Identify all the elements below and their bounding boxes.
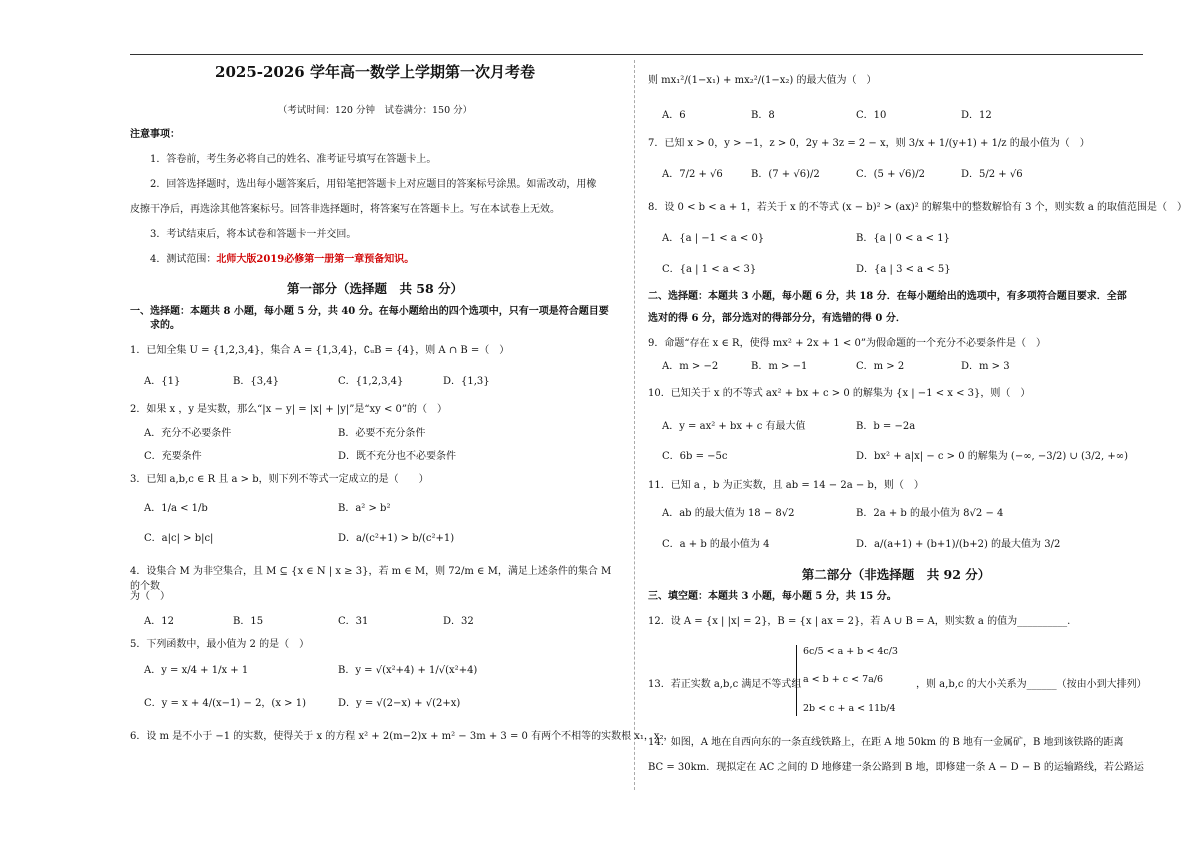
column-divider	[634, 60, 635, 790]
q5-stem: 5．下列函数中，最小值为 2 的是（ ）	[130, 639, 310, 650]
q11-option-b: B．2a + b 的最小值为 8√2 − 4	[856, 508, 1004, 519]
q10-option-b: B．b = −2a	[856, 421, 916, 432]
scope-prefix: 4．测试范围：	[150, 254, 217, 265]
q6-option-c: C．10	[856, 110, 887, 121]
section1-instructions: 一、选择题：本题共 8 小题，每小题 5 分，共 40 分。在每小题给出的四个选项中，只有一项是符合题目要	[130, 306, 609, 317]
q1-option-d: D．{1,3}	[443, 376, 490, 387]
q6-stem: 6．设 m 是不小于 −1 的实数，使得关于 x 的方程 x² + 2(m−2)x + m² − 3m + 3 = 0 有两个不相等的实数根 x₁，x₂，	[130, 731, 674, 742]
q7-option-a: A．7/2 + √6	[662, 169, 723, 180]
q6-stem-cont: 则 mx₁²/(1−x₁) + mx₂²/(1−x₂) 的最大值为（ ）	[648, 75, 877, 86]
q2-option-d: D．既不充分也不必要条件	[338, 451, 457, 462]
q8-option-c: C．{a | 1 < a < 3}	[662, 264, 757, 275]
q4-stem: 4．设集合 M 为非空集合，且 M ⊆ {x ∈ N | x ≥ 3}，若 m ∈ M，则 72/m ∈ M，满足上述条件的集合 M 的个数	[130, 566, 612, 592]
q5-option-b: B．y = √(x²+4) + 1/√(x²+4)	[338, 665, 478, 676]
q11-stem: 11．已知 a ，b 为正实数，且 ab = 14 − 2a − b，则（ ）	[648, 480, 924, 491]
q3-option-b: B．a² > b²	[338, 503, 391, 514]
q8-option-d: D．{a | 3 < a < 5}	[856, 264, 951, 275]
q2-option-a: A．充分不必要条件	[144, 428, 232, 439]
q11-option-c: C．a + b 的最小值为 4	[662, 539, 770, 550]
q4-option-d: D．32	[443, 616, 474, 627]
q2-stem: 2．如果 x ，y 是实数，那么“|x − y| = |x| + |y|”是“xy < 0”的（ ）	[130, 404, 448, 415]
section2-instructions: 二、选择题：本题共 3 小题，每小题 6 分，共 18 分．在每小题给出的选项中，有多项符合题目要求．全部	[648, 291, 1127, 302]
q13-inequality-system	[796, 645, 898, 716]
section1-instructions-cont: 求的。	[150, 320, 180, 331]
q1-option-c: C．{1,2,3,4}	[338, 376, 404, 387]
q10-stem: 10．已知关于 x 的不等式 ax² + bx + c > 0 的解集为 {x | −1 < x < 3}，则（ ）	[648, 388, 1031, 399]
q2-option-b: B．必要不充分条件	[338, 428, 426, 439]
q9-option-d: D．m > 3	[961, 361, 1010, 372]
q13-inequality-2: a < b + c < 7a/6	[803, 674, 884, 686]
q4-stem-cont: 为（ ）	[130, 591, 170, 602]
q6-option-a: A．6	[662, 110, 686, 121]
exam-subtitle: （考试时间：120 分钟 试卷满分：150 分）	[277, 105, 473, 116]
q8-stem: 8．设 0 < b < a + 1，若关于 x 的不等式 (x − b)² > (ax)² 的解集中的整数解恰有 3 个，则实数 a 的取值范围是（ ）	[648, 202, 1187, 213]
q10-option-d: D．bx² + a|x| − c > 0 的解集为 (−∞, −3/2) ∪ (3/2, +∞)	[856, 451, 1128, 462]
notice-heading: 注意事项：	[130, 129, 180, 140]
q11-option-d: D．a/(a+1) + (b+1)/(b+2) 的最大值为 3/2	[856, 539, 1061, 550]
q6-option-d: D．12	[961, 110, 992, 121]
q10-option-c: C．6b = −5c	[662, 451, 728, 462]
q4-option-a: A．12	[144, 616, 174, 627]
q12-stem: 12．设 A = {x | |x| = 2}，B = {x | ax = 2}，若 A ∪ B = A，则实数 a 的值为__________.	[648, 616, 1071, 627]
q7-stem: 7．已知 x > 0，y > −1，z > 0，2y + 3z = 2 − x，则 3/x + 1/(y+1) + 1/z 的最小值为（ ）	[648, 138, 1090, 149]
top-rule	[130, 54, 1143, 55]
q9-option-b: B．m > −1	[751, 361, 808, 372]
q4-option-c: C．31	[338, 616, 369, 627]
notice-item-4	[130, 253, 620, 268]
q1-option-a: A．{1}	[144, 376, 181, 387]
notice-item-2: 2．回答选择题时，选出每小题答案后，用铅笔把答题卡上对应题目的答案标号涂黑。如需改动，用橡	[150, 179, 597, 190]
notice-item-2-cont: 皮擦干净后，再选涂其他答案标号。回答非选择题时，将答案写在答题卡上。写在本试卷上无效。	[130, 204, 560, 215]
q1-option-b: B．{3,4}	[233, 376, 279, 387]
section3-instructions: 三、填空题：本题共 3 小题，每小题 5 分，共 15 分。	[648, 591, 897, 602]
scope-text: 北师大版2019必修第一册第一章预备知识。	[216, 254, 415, 265]
q8-option-a: A．{a | −1 < a < 0}	[662, 233, 765, 244]
part1-heading: 第一部分（选择题 共 58 分）	[286, 281, 464, 296]
q9-option-c: C．m > 2	[856, 361, 905, 372]
q10-option-a: A．y = ax² + bx + c 有最大值	[662, 421, 806, 432]
notice-item-3: 3．考试结束后，将本试卷和答题卡一并交回。	[150, 229, 357, 240]
q11-option-a: A．ab 的最大值为 18 − 8√2	[662, 508, 795, 519]
q3-option-a: A．1/a < 1/b	[144, 503, 208, 514]
q6-option-b: B．8	[751, 110, 775, 121]
q13-inequality-1: 6c/5 < a + b < 4c/3	[803, 646, 898, 657]
q14-line-1: 14．如图，A 地在自西向东的一条直线铁路上，在距 A 地 50km 的 B 地有一金属矿，B 地到该铁路的距离	[648, 737, 1124, 748]
q13-tail: ，则 a,b,c 的大小关系为______（按由小到大排列）	[916, 679, 1147, 690]
q13-inequality-3: 2b < c + a < 11b/4	[803, 702, 896, 714]
section2-instructions-cont: 选对的得 6 分，部分选对的得部分分，有选错的得 0 分．	[648, 313, 906, 324]
q14-line-2: BC = 30km．现拟定在 AC 之间的 D 地修建一条公路到 B 地，即修建一条 A − D − B 的运输路线，若公路运	[648, 762, 1144, 773]
q2-option-c: C．充要条件	[144, 451, 202, 462]
q7-option-c: C．(5 + √6)/2	[856, 169, 926, 180]
q4-option-b: B．15	[233, 616, 264, 627]
q7-option-d: D．5/2 + √6	[961, 169, 1023, 180]
q8-option-b: B．{a | 0 < a < 1}	[856, 233, 950, 244]
q13-stem: 13．若正实数 a,b,c 满足不等式组	[648, 679, 802, 690]
q3-option-c: C．a|c| > b|c|	[144, 533, 214, 544]
q1-stem: 1．已知全集 U = {1,2,3,4}，集合 A = {1,3,4}，∁ᵤB = {4}，则 A ∩ B =（ ）	[130, 345, 510, 356]
q5-option-c: C．y = x + 4/(x−1) − 2，(x > 1)	[144, 698, 306, 709]
q9-option-a: A．m > −2	[662, 361, 719, 372]
q3-stem: 3．已知 a,b,c ∈ R 且 a > b，则下列不等式一定成立的是（ ）	[130, 474, 429, 485]
part2-heading: 第二部分（非选择题 共 92 分）	[801, 567, 991, 582]
q3-option-d: D．a/(c²+1) > b/(c²+1)	[338, 533, 455, 544]
q7-option-b: B．(7 + √6)/2	[751, 169, 820, 180]
exam-title: 2025-2026 学年高一数学上学期第一次月考卷	[215, 63, 535, 81]
q5-option-d: D．y = √(2−x) + √(2+x)	[338, 698, 461, 709]
q5-option-a: A．y = x/4 + 1/x + 1	[144, 665, 249, 676]
notice-item-1: 1．答卷前，考生务必将自己的姓名、准考证号填写在答题卡上。	[150, 154, 437, 165]
q9-stem: 9．命题“存在 x ∈ R，使得 mx² + 2x + 1 < 0”为假命题的一个充分不必要条件是（ ）	[648, 338, 1046, 349]
